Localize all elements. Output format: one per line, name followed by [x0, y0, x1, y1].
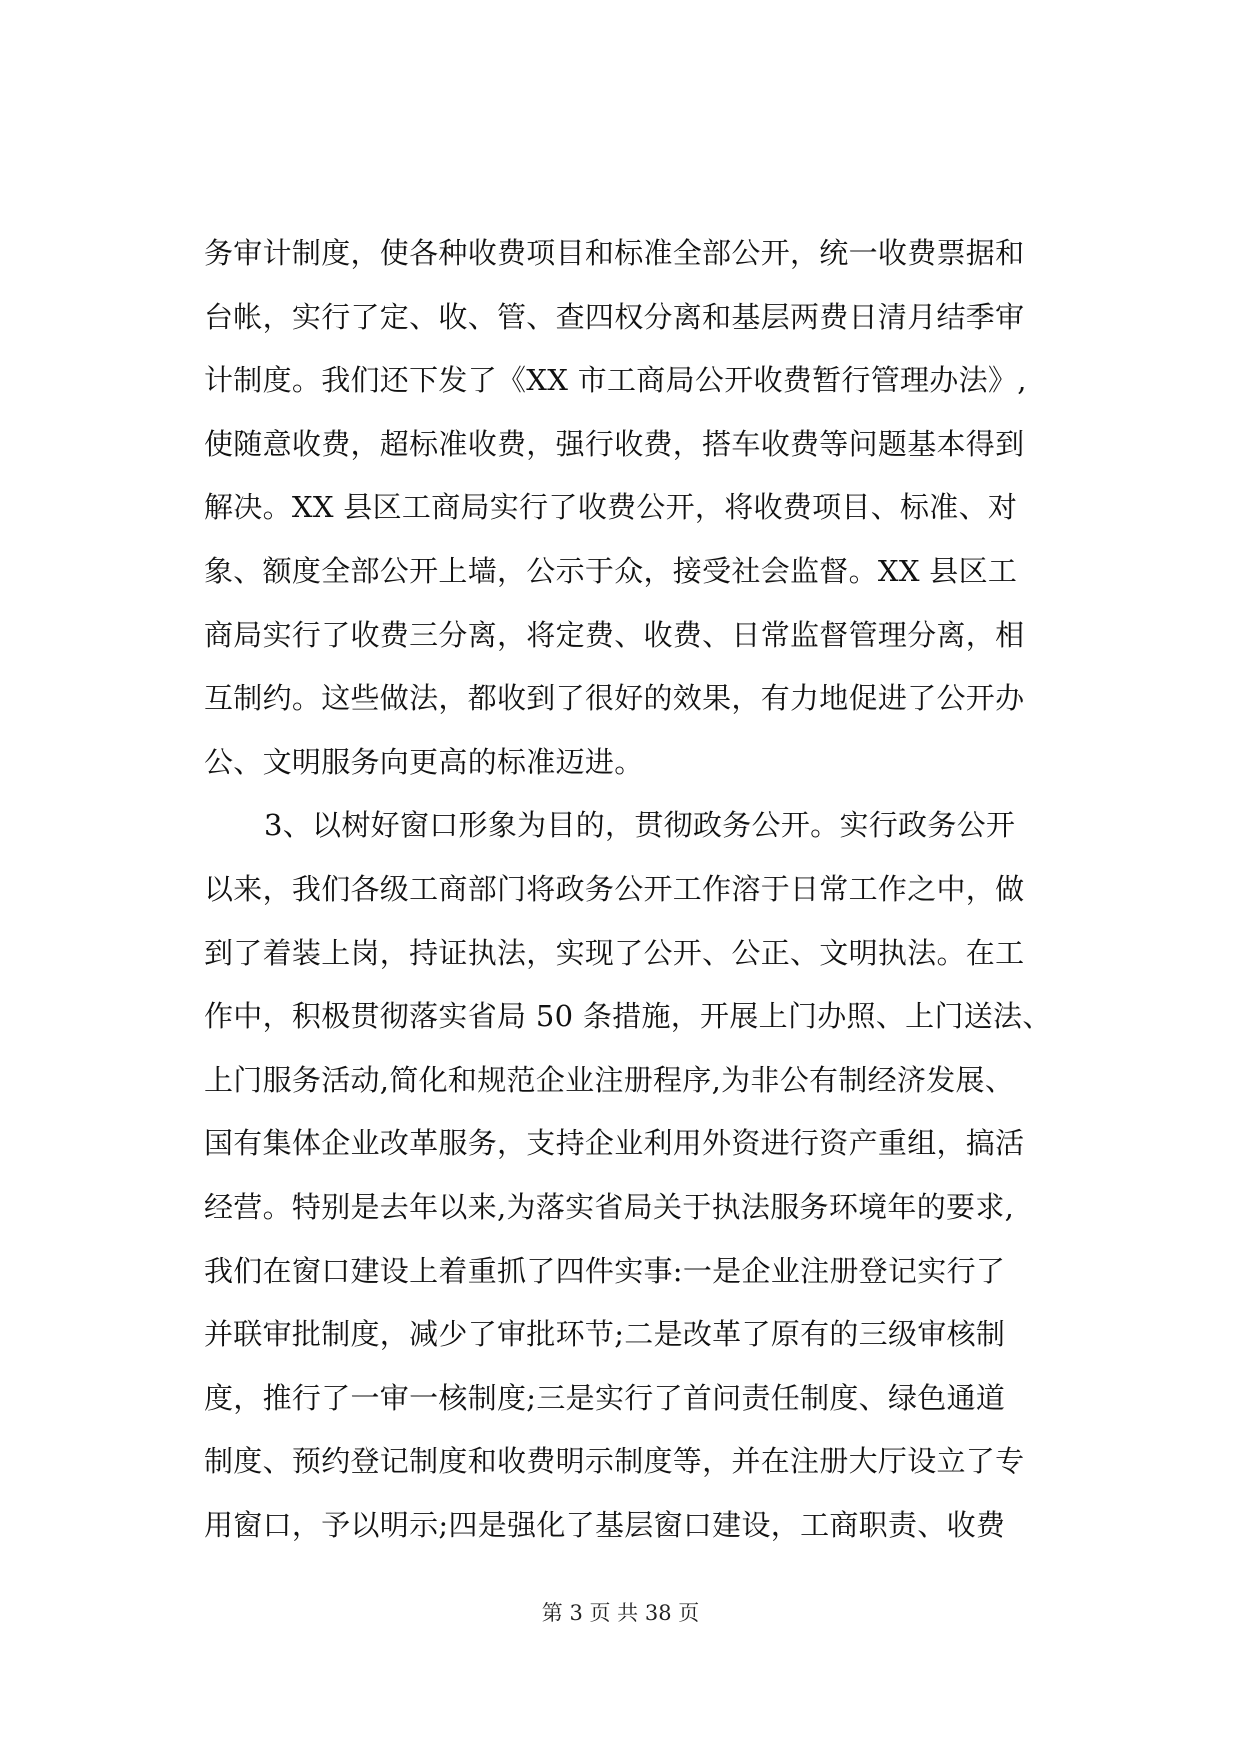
page-number-footer: 第 3 页 共 38 页: [541, 1601, 700, 1625]
text-line: 上门服务活动,简化和规范企业注册程序,为非公有制经济发展、: [204, 1062, 1015, 1097]
text-line: 解决。XX 县区工商局实行了收费公开，将收费项目、标准、对: [204, 490, 1018, 525]
text-line: 国有集体企业改革服务，支持企业利用外资进行资产重组，搞活: [204, 1126, 1025, 1161]
text-line: 务审计制度，使各种收费项目和标准全部公开，统一收费票据和: [204, 236, 1025, 270]
text-line: 计制度。我们还下发了《XX 市工商局公开收费暂行管理办法》,: [204, 363, 1027, 398]
text-line: 到了着装上岗，持证执法，实现了公开、公正、文明执法。在工: [204, 935, 1025, 970]
text-line: 台帐，实行了定、收、管、查四权分离和基层两费日清月结季审: [204, 299, 1025, 334]
text-line: 商局实行了收费三分离，将定费、收费、日常监督管理分离，相: [204, 617, 1025, 652]
text-line: 我们在窗口建设上着重抓了四件实事:一是企业注册登记实行了: [204, 1253, 1006, 1288]
text-line: 公、文明服务向更高的标准迈进。: [204, 744, 644, 779]
text-line: 作中，积极贯彻落实省局 50 条措施，开展上门办照、上门送法、: [204, 999, 1052, 1034]
text-line: 互制约。这些做法，都收到了很好的效果，有力地促进了公开办: [204, 681, 1025, 716]
text-line: 使随意收费，超标准收费，强行收费，搭车收费等问题基本得到: [204, 426, 1025, 461]
text-line: 象、额度全部公开上墙，公示于众，接受社会监督。XX 县区工: [204, 553, 1018, 588]
body-text: [204, 222, 1084, 1557]
paragraph-start-line: 3、以树好窗口形象为目的，贯彻政务公开。实行政务公开: [264, 808, 1016, 843]
text-line: 度，推行了一审一核制度;三是实行了首问责任制度、绿色通道: [204, 1380, 1006, 1415]
text-line: 用窗口，予以明示;四是强化了基层窗口建设，工商职责、收费: [204, 1507, 1006, 1542]
text-line: 制度、预约登记制度和收费明示制度等，并在注册大厅设立了专: [204, 1444, 1025, 1479]
text-line: 经营。特别是去年以来,为落实省局关于执法服务环境年的要求,: [204, 1189, 1015, 1224]
text-line: 并联审批制度，减少了审批环节;二是改革了原有的三级审核制: [204, 1317, 1006, 1352]
text-line: 以来，我们各级工商部门将政务公开工作溶于日常工作之中，做: [204, 871, 1025, 906]
